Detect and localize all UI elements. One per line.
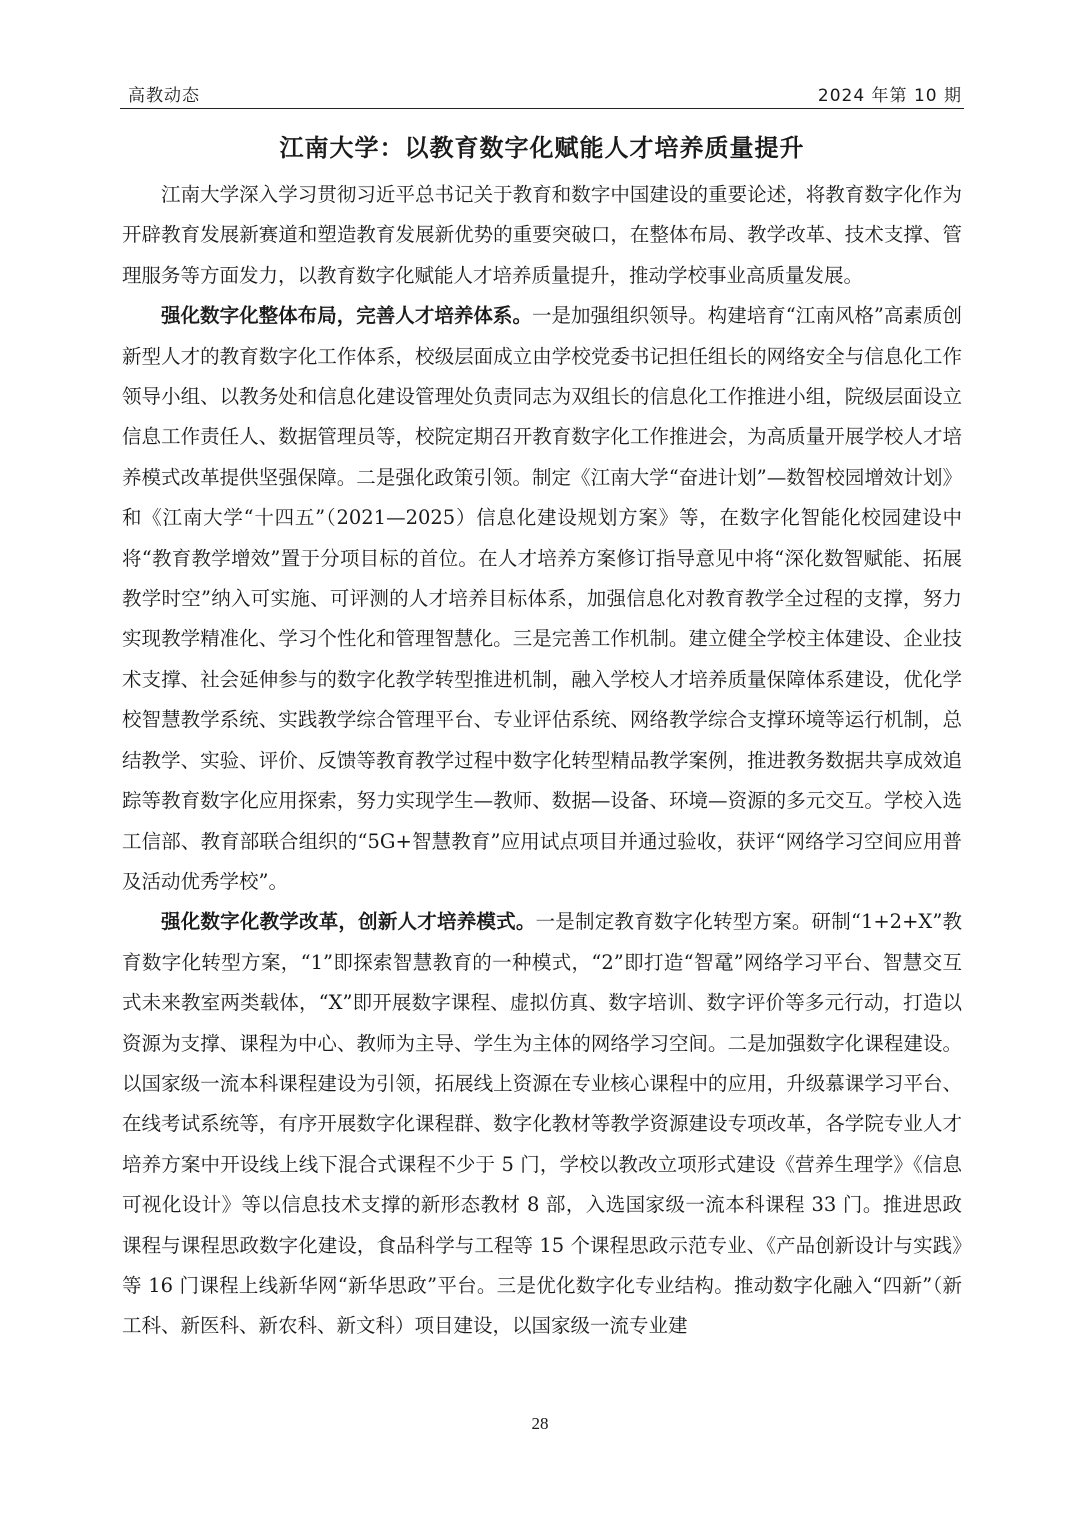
issue-label: 2024 年第 10 期 (817, 86, 962, 106)
section-body-2: 一是制定教育数字化转型方案。研制“1+2+X”教育数字化转型方案，“1”即探索智慧教育的一种模式，“2”即打造“智鼋”网络学习平台、智慧交互式未来教室两类载体，“X”即开展数字课程、虚拟仿真、数字培训、数字评价等多元行动，打造以资源为支撑、课程为中心、教师为主导、学生为主体的网络学习空间。二是加强数字化课程建设。以国家级一流本科课程建设为引领，拓展线上资源在专业核心课程中的应用，升级慕课学习平台、在线考试系统等，有序开展数字化课程群、数字化教材等教学资源建设专项改革，各学院专业人才培养方案中开设线上线下混合式课程不少于 5 门，学校以教改立项形式建设《营养生理学》《信息可视化设计》等以信息技术支撑的新形态教材 8 部，入选国家级一流本科课程 33 门。推进思政课程与课程思政数字化建设，食品科学与工程等 15 个课程思政示范专业、《产品创新设计与实践》等 16 门课程上线新华网“新华思政”平台。三是优化数字化专业结构。推动数字化融入“四新”（新工科、新医科、新农科、新文科）项目建设，以国家级一流专业建 (122, 910, 962, 1338)
section-paragraph-2 (122, 902, 962, 1346)
section-paragraph-1 (122, 296, 962, 902)
journal-name: 高教动态 (128, 86, 200, 106)
running-header (128, 76, 962, 106)
article-title: 江南大学：以教育数字化赋能人才培养质量提升 (279, 134, 805, 162)
section-heading-2: 强化数字化教学改革，创新人才培养模式。 (161, 910, 536, 934)
page-number: 28 (531, 1414, 549, 1433)
intro-paragraph: 江南大学深入学习贯彻习近平总书记关于教育和数字中国建设的重要论述，将教育数字化作为开辟教育发展新赛道和塑造教育发展新优势的重要突破口，在整体布局、教学改革、技术支撑、管理服务等方面发力，以教育数字化赋能人才培养质量提升，推动学校事业高质量发展。 (122, 183, 962, 287)
section-heading-1: 强化数字化整体布局，完善人才培养体系。 (161, 304, 532, 328)
section-body-1: 一是加强组织领导。构建培育“江南风格”高素质创新型人才的教育数字化工作体系，校级层面成立由学校党委书记担任组长的网络安全与信息化工作领导小组、以教务处和信息化建设管理处负责同志为双组长的信息化工作推进小组，院级层面设立信息工作责任人、数据管理员等，校院定期召开教育数字化工作推进会，为高质量开展学校人才培养模式改革提供坚强保障。二是强化政策引领。制定《江南大学“奋进计划”—数智校园增效计划》和《江南大学“十四五”（2021—2025）信息化建设规划方案》等，在数字化智能化校园建设中将“教育教学增效”置于分项目标的首位。在人才培养方案修订指导意见中将“深化数智赋能、拓展教学时空”纳入可实施、可评测的人才培养目标体系，加强信息化对教育教学全过程的支撑，努力实现教学精准化、学习个性化和管理智慧化。三是完善工作机制。建立健全学校主体建设、企业技术支撑、社会延伸参与的数字化教学转型推进机制，融入学校人才培养质量保障体系建设，优化学校智慧教学系统、实践教学综合管理平台、专业评估系统、网络教学综合支撑环境等运行机制，总结教学、实验、评价、反馈等教育教学过程中数字化转型精品教学案例，推进教务数据共享成效追踪等教育数字化应用探索，努力实现学生—教师、数据—设备、环境—资源的多元交互。学校入选工信部、教育部联合组织的“5G+智慧教育”应用试点项目并通过验收，获评“网络学习空间应用普及活动优秀学校”。 (122, 304, 962, 893)
header-divider (120, 108, 964, 109)
article-body (122, 175, 962, 1347)
